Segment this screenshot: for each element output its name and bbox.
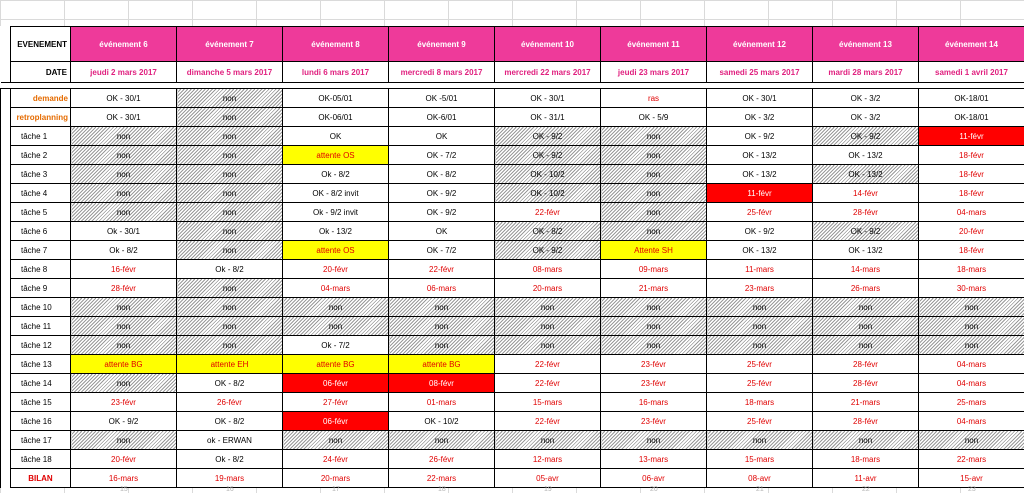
status-cell[interactable]: non: [177, 241, 283, 260]
status-cell[interactable]: 22-févr: [495, 355, 601, 374]
event-date-cell[interactable]: samedi 25 mars 2017: [707, 62, 813, 83]
status-cell[interactable]: 22-mars: [389, 469, 495, 488]
status-cell[interactable]: 22-févr: [495, 412, 601, 431]
task-row: [1, 279, 1024, 298]
status-cell[interactable]: 18-mars: [919, 260, 1024, 279]
margin-cell: [1, 431, 11, 450]
row-label: tâche 7: [11, 241, 71, 260]
status-cell[interactable]: 23-mars: [707, 279, 813, 298]
status-cell[interactable]: attente EH: [177, 355, 283, 374]
status-cell[interactable]: 20-févr: [283, 260, 389, 279]
status-cell[interactable]: OK - 30/1: [71, 108, 177, 127]
status-cell[interactable]: 16-mars: [71, 469, 177, 488]
status-cell[interactable]: non: [71, 431, 177, 450]
status-cell[interactable]: 06-févr: [283, 412, 389, 431]
status-cell[interactable]: 22-févr: [389, 260, 495, 279]
row-label: tâche 18: [11, 450, 71, 469]
event-date-cell[interactable]: mercredi 22 mars 2017: [495, 62, 601, 83]
status-cell[interactable]: 11-avr: [813, 469, 919, 488]
status-cell[interactable]: 13-mars: [601, 450, 707, 469]
status-cell[interactable]: Ok - 8/2: [177, 450, 283, 469]
margin-cell: [1, 27, 11, 62]
info-row: [1, 108, 1024, 127]
status-cell[interactable]: non: [919, 431, 1024, 450]
status-cell[interactable]: 28-févr: [813, 355, 919, 374]
status-cell[interactable]: non: [71, 374, 177, 393]
event-name-cell[interactable]: événement 13: [813, 27, 919, 62]
status-cell[interactable]: OK - 30/1: [707, 89, 813, 108]
status-cell[interactable]: OK - 9/2: [495, 127, 601, 146]
planning-table: [0, 26, 1024, 488]
task-row: [1, 260, 1024, 279]
status-cell[interactable]: non: [177, 184, 283, 203]
task-row: [1, 317, 1024, 336]
margin-cell: [1, 355, 11, 374]
status-cell[interactable]: non: [813, 298, 919, 317]
status-cell[interactable]: non: [707, 317, 813, 336]
margin-cell: [1, 203, 11, 222]
status-cell[interactable]: Ok - 30/1: [71, 222, 177, 241]
status-cell[interactable]: 05-avr: [495, 469, 601, 488]
status-cell[interactable]: non: [707, 298, 813, 317]
status-cell[interactable]: non: [177, 317, 283, 336]
status-cell[interactable]: OK - 13/2: [707, 241, 813, 260]
row-label: tâche 4: [11, 184, 71, 203]
event-name-cell[interactable]: événement 8: [283, 27, 389, 62]
status-cell[interactable]: Ok - 8/2: [177, 260, 283, 279]
row-label: tâche 6: [11, 222, 71, 241]
status-cell[interactable]: ras: [601, 89, 707, 108]
status-cell[interactable]: non: [707, 431, 813, 450]
row-label: tâche 5: [11, 203, 71, 222]
status-cell[interactable]: OK - 10/2: [389, 412, 495, 431]
status-cell[interactable]: non: [389, 317, 495, 336]
status-cell[interactable]: ok - ERWAN: [177, 431, 283, 450]
status-cell[interactable]: 06-avr: [601, 469, 707, 488]
status-cell[interactable]: non: [177, 108, 283, 127]
status-cell[interactable]: OK-05/01: [283, 89, 389, 108]
event-header-row: [1, 27, 1024, 62]
status-cell[interactable]: non: [283, 431, 389, 450]
status-cell[interactable]: non: [495, 431, 601, 450]
status-cell[interactable]: non: [495, 298, 601, 317]
status-cell[interactable]: OK - 9/2: [707, 127, 813, 146]
column-number: 23: [968, 486, 976, 493]
row-label: demande: [11, 89, 71, 108]
task-row: [1, 165, 1024, 184]
task-row: [1, 146, 1024, 165]
status-cell[interactable]: 04-mars: [283, 279, 389, 298]
task-row: [1, 412, 1024, 431]
status-cell[interactable]: OK - 30/1: [71, 89, 177, 108]
row-label: tâche 12: [11, 336, 71, 355]
status-cell[interactable]: OK - 9/2: [707, 222, 813, 241]
row-label: tâche 8: [11, 260, 71, 279]
status-cell[interactable]: 25-févr: [707, 203, 813, 222]
status-cell[interactable]: non: [177, 298, 283, 317]
status-cell[interactable]: non: [71, 184, 177, 203]
status-cell[interactable]: 04-mars: [919, 355, 1024, 374]
status-cell[interactable]: non: [71, 336, 177, 355]
margin-cell: [1, 336, 11, 355]
status-cell[interactable]: OK-6/01: [389, 108, 495, 127]
event-date-cell[interactable]: samedi 1 avril 2017: [919, 62, 1024, 83]
column-number: 18: [438, 486, 446, 493]
status-cell[interactable]: non: [919, 336, 1024, 355]
status-cell[interactable]: OK - 13/2: [813, 146, 919, 165]
status-cell[interactable]: OK: [389, 127, 495, 146]
status-cell[interactable]: non: [813, 317, 919, 336]
event-name-cell[interactable]: événement 10: [495, 27, 601, 62]
status-cell[interactable]: OK - 9/2: [495, 146, 601, 165]
task-row: [1, 222, 1024, 241]
status-cell[interactable]: non: [283, 298, 389, 317]
status-cell[interactable]: OK - 3/2: [813, 89, 919, 108]
status-cell[interactable]: 12-mars: [495, 450, 601, 469]
status-cell[interactable]: 09-mars: [601, 260, 707, 279]
status-cell[interactable]: OK - 30/1: [495, 89, 601, 108]
row-label: BILAN: [11, 469, 71, 488]
row-label: tâche 2: [11, 146, 71, 165]
status-cell[interactable]: 23-févr: [71, 393, 177, 412]
row-label: tâche 1: [11, 127, 71, 146]
status-cell[interactable]: non: [177, 89, 283, 108]
row-label: tâche 13: [11, 355, 71, 374]
margin-cell: [1, 469, 11, 488]
status-cell[interactable]: non: [601, 165, 707, 184]
status-cell[interactable]: non: [601, 298, 707, 317]
status-cell[interactable]: 08-mars: [495, 260, 601, 279]
status-cell[interactable]: non: [919, 317, 1024, 336]
status-cell[interactable]: 25-févr: [707, 412, 813, 431]
status-cell[interactable]: non: [601, 184, 707, 203]
status-cell[interactable]: non: [71, 146, 177, 165]
margin-cell: [1, 184, 11, 203]
column-number: 16: [226, 486, 234, 493]
status-cell[interactable]: attente OS: [283, 146, 389, 165]
status-cell[interactable]: non: [177, 127, 283, 146]
status-cell[interactable]: non: [389, 336, 495, 355]
row-label: tâche 3: [11, 165, 71, 184]
status-cell[interactable]: OK-18/01: [919, 89, 1024, 108]
margin-cell: [1, 108, 11, 127]
status-cell[interactable]: 30-mars: [919, 279, 1024, 298]
status-cell[interactable]: OK - 5/9: [601, 108, 707, 127]
event-name-cell[interactable]: événement 11: [601, 27, 707, 62]
status-cell[interactable]: non: [389, 431, 495, 450]
row-label: tâche 15: [11, 393, 71, 412]
margin-cell: [1, 146, 11, 165]
status-cell[interactable]: 21-mars: [601, 279, 707, 298]
status-cell[interactable]: 22-févr: [495, 203, 601, 222]
status-cell[interactable]: 20-mars: [495, 279, 601, 298]
status-cell[interactable]: non: [71, 127, 177, 146]
status-cell[interactable]: non: [601, 317, 707, 336]
status-cell[interactable]: OK - 13/2: [707, 165, 813, 184]
margin-cell: [1, 279, 11, 298]
event-date-cell[interactable]: lundi 6 mars 2017: [283, 62, 389, 83]
status-cell[interactable]: 18-mars: [813, 450, 919, 469]
status-cell[interactable]: 04-mars: [919, 374, 1024, 393]
status-cell[interactable]: 16-mars: [601, 393, 707, 412]
status-cell[interactable]: Ok - 8/2: [283, 165, 389, 184]
event-name-cell[interactable]: événement 12: [707, 27, 813, 62]
row-label: tâche 10: [11, 298, 71, 317]
task-row: [1, 431, 1024, 450]
status-cell[interactable]: attente OS: [283, 241, 389, 260]
status-cell[interactable]: attente BG: [71, 355, 177, 374]
status-cell[interactable]: non: [919, 298, 1024, 317]
status-cell[interactable]: 26-févr: [177, 393, 283, 412]
status-cell[interactable]: 11-févr: [707, 184, 813, 203]
status-cell[interactable]: OK - 13/2: [813, 165, 919, 184]
status-cell[interactable]: 18-févr: [919, 184, 1024, 203]
status-cell[interactable]: non: [389, 298, 495, 317]
column-number: 21: [756, 486, 764, 493]
status-cell[interactable]: 20-févr: [919, 222, 1024, 241]
status-cell[interactable]: non: [495, 317, 601, 336]
status-cell[interactable]: non: [601, 203, 707, 222]
row-label: tâche 11: [11, 317, 71, 336]
status-cell[interactable]: 28-févr: [813, 412, 919, 431]
status-cell[interactable]: 23-févr: [601, 374, 707, 393]
status-cell[interactable]: non: [283, 317, 389, 336]
status-cell[interactable]: OK-18/01: [919, 108, 1024, 127]
status-cell[interactable]: OK - 10/2: [495, 184, 601, 203]
event-name-cell[interactable]: événement 14: [919, 27, 1024, 62]
status-cell[interactable]: non: [177, 279, 283, 298]
status-cell[interactable]: non: [71, 317, 177, 336]
status-cell[interactable]: non: [495, 336, 601, 355]
margin-cell: [1, 298, 11, 317]
event-name-cell[interactable]: événement 6: [71, 27, 177, 62]
status-cell[interactable]: 11-mars: [707, 260, 813, 279]
column-number: 19: [544, 486, 552, 493]
column-number: 20: [650, 486, 658, 493]
status-cell[interactable]: Ok - 8/2: [71, 241, 177, 260]
status-cell[interactable]: 22-févr: [495, 374, 601, 393]
status-cell[interactable]: 18-mars: [707, 393, 813, 412]
status-cell[interactable]: OK - 8/2: [495, 222, 601, 241]
status-cell[interactable]: OK - 9/2: [389, 184, 495, 203]
status-cell[interactable]: 14-mars: [813, 260, 919, 279]
task-row: [1, 450, 1024, 469]
status-cell[interactable]: 18-févr: [919, 241, 1024, 260]
status-cell[interactable]: OK - 3/2: [707, 108, 813, 127]
status-cell[interactable]: attente BG: [283, 355, 389, 374]
status-cell[interactable]: 21-mars: [813, 393, 919, 412]
status-cell[interactable]: 23-févr: [601, 412, 707, 431]
status-cell[interactable]: OK - 8/2 invit: [283, 184, 389, 203]
status-cell[interactable]: 08-avr: [707, 469, 813, 488]
status-cell[interactable]: non: [813, 431, 919, 450]
status-cell[interactable]: 20-mars: [283, 469, 389, 488]
task-row: [1, 298, 1024, 317]
status-cell[interactable]: OK - 7/2: [389, 241, 495, 260]
event-name-cell[interactable]: événement 7: [177, 27, 283, 62]
margin-cell: [1, 222, 11, 241]
margin-cell: [1, 260, 11, 279]
status-cell[interactable]: 16-févr: [71, 260, 177, 279]
row-label: tâche 17: [11, 431, 71, 450]
task-row: [1, 355, 1024, 374]
status-cell[interactable]: 14-févr: [813, 184, 919, 203]
status-cell[interactable]: non: [813, 336, 919, 355]
status-cell[interactable]: non: [177, 165, 283, 184]
status-cell[interactable]: 18-févr: [919, 165, 1024, 184]
status-cell[interactable]: 06-mars: [389, 279, 495, 298]
margin-cell: [1, 241, 11, 260]
status-cell[interactable]: non: [177, 336, 283, 355]
task-row: [1, 241, 1024, 260]
status-cell[interactable]: 20-févr: [71, 450, 177, 469]
status-cell[interactable]: 15-mars: [707, 450, 813, 469]
row-label: tâche 16: [11, 412, 71, 431]
status-cell[interactable]: 15-avr: [919, 469, 1024, 488]
status-cell[interactable]: OK - 9/2: [389, 203, 495, 222]
status-cell[interactable]: 28-févr: [71, 279, 177, 298]
status-cell[interactable]: Ok - 9/2 invit: [283, 203, 389, 222]
status-cell[interactable]: OK - 31/1: [495, 108, 601, 127]
status-cell[interactable]: OK - 10/2: [495, 165, 601, 184]
status-cell[interactable]: 25-févr: [707, 374, 813, 393]
row-label: tâche 9: [11, 279, 71, 298]
status-cell[interactable]: OK - 13/2: [707, 146, 813, 165]
event-date-cell[interactable]: mercredi 8 mars 2017: [389, 62, 495, 83]
column-number: 17: [332, 486, 340, 493]
bilan-row: [1, 469, 1024, 488]
info-row: [1, 89, 1024, 108]
row-label: tâche 14: [11, 374, 71, 393]
status-cell[interactable]: non: [601, 336, 707, 355]
margin-cell: [1, 393, 11, 412]
event-name-cell[interactable]: événement 9: [389, 27, 495, 62]
margin-cell: [1, 450, 11, 469]
event-date-cell[interactable]: mardi 28 mars 2017: [813, 62, 919, 83]
date-header-row: [1, 62, 1024, 83]
task-row: [1, 203, 1024, 222]
status-cell[interactable]: OK - 8/2: [177, 412, 283, 431]
status-cell[interactable]: 26-févr: [389, 450, 495, 469]
status-cell[interactable]: non: [177, 146, 283, 165]
evenement-label: EVENEMENT: [11, 27, 71, 62]
status-cell[interactable]: non: [71, 298, 177, 317]
status-cell[interactable]: OK: [389, 222, 495, 241]
task-row: [1, 374, 1024, 393]
task-row: [1, 184, 1024, 203]
status-cell[interactable]: 27-févr: [283, 393, 389, 412]
event-date-cell[interactable]: jeudi 2 mars 2017: [71, 62, 177, 83]
status-cell[interactable]: 26-mars: [813, 279, 919, 298]
status-cell[interactable]: 24-févr: [283, 450, 389, 469]
status-cell[interactable]: OK -5/01: [389, 89, 495, 108]
status-cell[interactable]: 28-févr: [813, 374, 919, 393]
status-cell[interactable]: 01-mars: [389, 393, 495, 412]
column-number: 22: [862, 486, 870, 493]
status-cell[interactable]: Ok - 13/2: [283, 222, 389, 241]
status-cell[interactable]: 04-mars: [919, 412, 1024, 431]
margin-cell: [1, 62, 11, 83]
status-cell[interactable]: attente BG: [389, 355, 495, 374]
status-cell[interactable]: OK - 8/2: [177, 374, 283, 393]
status-cell[interactable]: OK - 3/2: [813, 108, 919, 127]
task-row: [1, 393, 1024, 412]
status-cell[interactable]: non: [601, 431, 707, 450]
status-cell[interactable]: OK - 13/2: [813, 241, 919, 260]
margin-cell: [1, 89, 11, 108]
status-cell[interactable]: non: [601, 127, 707, 146]
status-cell[interactable]: 23-févr: [601, 355, 707, 374]
status-cell[interactable]: OK - 7/2: [389, 146, 495, 165]
status-cell[interactable]: 22-mars: [919, 450, 1024, 469]
margin-cell: [1, 412, 11, 431]
status-cell[interactable]: 25-févr: [707, 355, 813, 374]
status-cell[interactable]: OK - 9/2: [495, 241, 601, 260]
status-cell[interactable]: non: [71, 203, 177, 222]
margin-cell: [1, 127, 11, 146]
event-date-cell[interactable]: jeudi 23 mars 2017: [601, 62, 707, 83]
status-cell[interactable]: OK - 9/2: [71, 412, 177, 431]
status-cell[interactable]: 19-mars: [177, 469, 283, 488]
task-row: [1, 127, 1024, 146]
status-cell[interactable]: non: [177, 222, 283, 241]
margin-cell: [1, 374, 11, 393]
status-cell[interactable]: 28-févr: [813, 203, 919, 222]
status-cell[interactable]: non: [71, 165, 177, 184]
status-cell[interactable]: 06-févr: [283, 374, 389, 393]
status-cell[interactable]: 25-mars: [919, 393, 1024, 412]
margin-cell: [1, 165, 11, 184]
status-cell[interactable]: 15-mars: [495, 393, 601, 412]
status-cell[interactable]: non: [707, 336, 813, 355]
task-row: [1, 336, 1024, 355]
status-cell[interactable]: OK: [283, 127, 389, 146]
status-cell[interactable]: non: [177, 203, 283, 222]
status-cell[interactable]: 18-févr: [919, 146, 1024, 165]
event-date-cell[interactable]: dimanche 5 mars 2017: [177, 62, 283, 83]
date-label: DATE: [11, 62, 71, 83]
status-cell[interactable]: OK - 8/2: [389, 165, 495, 184]
status-cell[interactable]: OK-06/01: [283, 108, 389, 127]
status-cell[interactable]: non: [601, 146, 707, 165]
status-cell[interactable]: OK - 9/2: [813, 222, 919, 241]
column-number: 15: [120, 486, 128, 493]
status-cell[interactable]: 11-févr: [919, 127, 1024, 146]
status-cell[interactable]: non: [601, 222, 707, 241]
row-label: retroplanning: [11, 108, 71, 127]
status-cell[interactable]: Ok - 7/2: [283, 336, 389, 355]
status-cell[interactable]: 04-mars: [919, 203, 1024, 222]
status-cell[interactable]: OK - 9/2: [813, 127, 919, 146]
margin-cell: [1, 317, 11, 336]
status-cell[interactable]: 08-févr: [389, 374, 495, 393]
status-cell[interactable]: Attente SH: [601, 241, 707, 260]
